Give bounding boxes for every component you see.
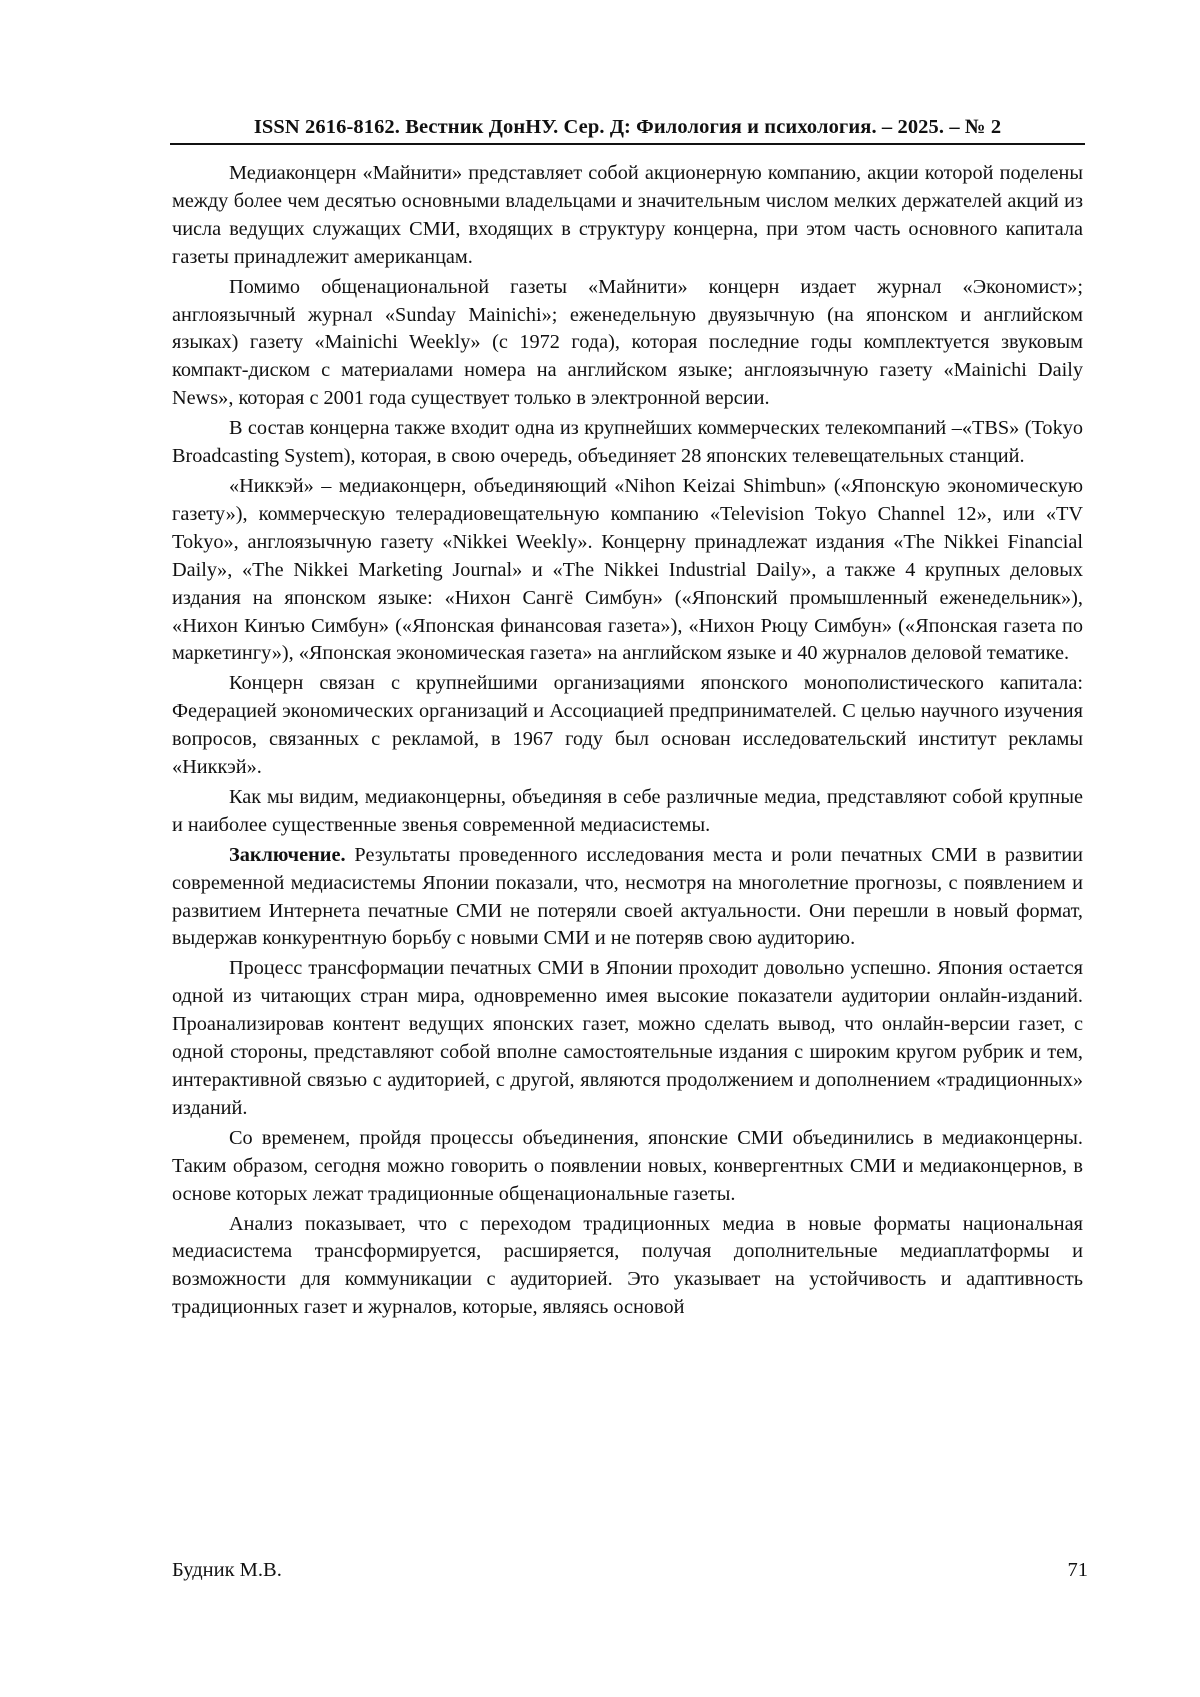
paragraph-transformation: Процесс трансформации печатных СМИ в Японии проходит довольно успешно. Япония остается одной из читающих стран мира, одновременно имея высокие показатели аудитории онлайн-изданий. Проанализировав контент ведущих японских газет, можно сделать вывод, что онлайн-версии газет, с одной стороны, представляют собой вполне самостоятельные издания с широким кругом рубрик и тем, интерактивной связью с аудиторией, с другой, являются продолжением и дополнением «традиционных» изданий. <box>172 957 1083 1119</box>
paragraph-mainichi-publications: Помимо общенациональной газеты «Майнити» концерн издает журнал «Экономист»; англоязычный журнал «Sunday Mainichi»; еженедельную двуязычную (на японском и английском языках) газету «Mainichi Weekly» (с 1972 года), которая последние годы комплектуется звуковым компакт-диском с материалами номера на английском языке; англоязычную газету «Mainichi Daily News», которая с 2001 года существует только в электронной версии. <box>172 275 1083 410</box>
paragraph-nikkei-links: Концерн связан с крупнейшими организациями японского монополистического капитала: Федерацией экономических организаций и Ассоциацией предпринимателей. С целью научного изучения вопросов, связанных с рекламой, в 1967 году был основан исследовательский институт рекламы «Никкэй». <box>172 672 1083 779</box>
paragraph-convergence: Со временем, пройдя процессы объединения, японские СМИ объединились в медиаконцерны. Таким образом, сегодня можно говорить о появлении новых, конвергентных СМИ и медиаконцернов, в основе которых лежат традиционные общенациональные газеты. <box>172 1126 1083 1205</box>
page-number: 71 <box>1067 1559 1088 1581</box>
paragraph-tbs: В состав концерна также входит одна из крупнейших коммерческих телекомпаний –«TBS» (Tokyo Broadcasting System), которая, в свою очередь, объединяет 28 японских телевещательных станций. <box>172 417 1083 468</box>
footer-author: Будник М.В. <box>172 1559 282 1581</box>
article-body <box>172 160 1083 1322</box>
paragraph-mediaconcerns-summary: Как мы видим, медиаконцерны, объединяя в себе различные медиа, представляют собой крупные и наиболее существенные звенья современной медиасистемы. <box>172 785 1083 836</box>
header-rule <box>170 143 1085 145</box>
paragraph-conclusion <box>172 842 1083 954</box>
conclusion-text: Результаты проведенного исследования места и роли печатных СМИ в развитии современной медиасистемы Японии показали, что, несмотря на многолетние прогнозы, с появлением и развитием Интернета печатные СМИ не потеряли своей актуальности. Они перешли в новый формат, выдержав конкурентную борьбу с новыми СМИ и не потеряв свою аудиторию. <box>172 843 1083 950</box>
paragraph-mainichi-ownership: Медиаконцерн «Майнити» представляет собой акционерную компанию, акции которой поделены между более чем десятью основными владельцами и значительным числом мелких держателей акций из числа ведущих служащих СМИ, входящих в структуру концерна, при этом часть основного капитала газеты принадлежит американцам. <box>172 162 1083 268</box>
conclusion-heading: Заключение. <box>229 843 346 866</box>
paragraph-nikkei: «Никкэй» – медиаконцерн, объединяющий «Nihon Keizai Shimbun» («Японскую экономическую газету»), коммерческую телерадиовещательную компанию «Television Tokyo Channel 12», или «TV Tokyo», англоязычную газету «Nikkei Weekly». Концерну принадлежат издания «The Nikkei Financial Daily», «The Nikkei Marketing Journal» и «The Nikkei Industrial Daily», а также 4 крупных деловых издания на японском языке: «Нихон Сангё Симбун» («Японский промышленный еженедельник»), «Нихон Кинъю Симбун» («Японская финансовая газета»), «Нихон Рюцу Симбун» («Японская газета по маркетингу»), «Японская экономическая газета» на английском языке и 40 журналов деловой тематике. <box>172 474 1083 665</box>
paragraph-analysis: Анализ показывает, что с переходом традиционных медиа в новые форматы национальная медиасистема трансформируется, расширяется, получая дополнительные медиаплатформы и возможности для коммуникации с аудиторией. Это указывает на устойчивость и адаптивность традиционных газет и журналов, которые, являясь основой <box>172 1212 1083 1319</box>
running-header: ISSN 2616-8162. Вестник ДонНУ. Сер. Д: Филология и психология. – 2025. – № 2 <box>253 116 1002 138</box>
